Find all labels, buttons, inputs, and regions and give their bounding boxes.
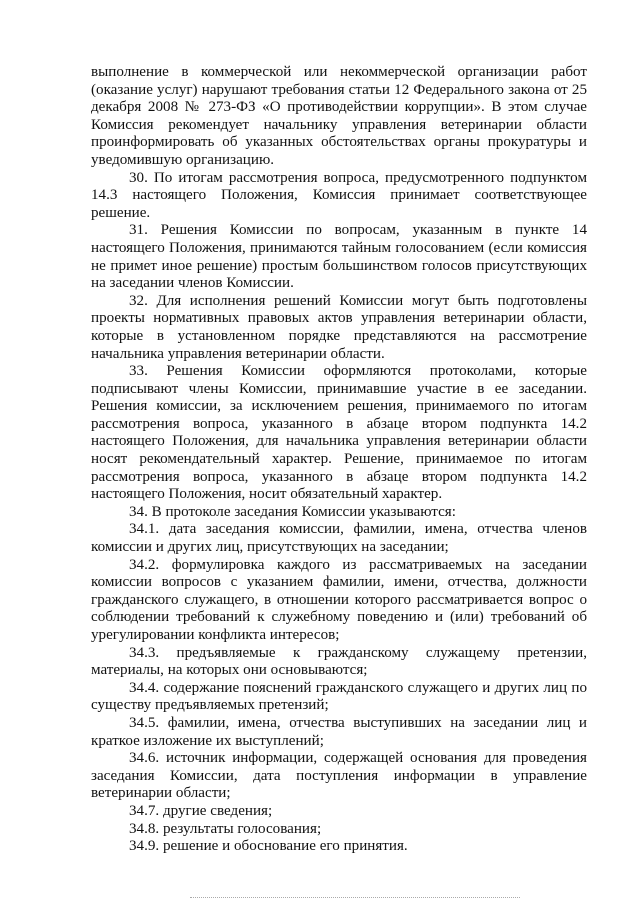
item-34-3: 34.3. предъявляемые к гражданскому служащему претензии, материалы, на которых они основываются; xyxy=(91,644,587,679)
paragraph-31: 31. Решения Комиссии по вопросам, указанным в пункте 14 настоящего Положения, принимаются тайным голосованием (если комиссия не примет иное решение) простым большинством голосов присутствующих на заседании членов Комиссии. xyxy=(91,222,587,292)
document-body xyxy=(91,64,587,856)
item-34-1: 34.1. дата заседания комиссии, фамилии, имена, отчества членов комиссии и других лиц, присутствующих на заседании; xyxy=(91,521,587,556)
item-34-4: 34.4. содержание пояснений гражданского служащего и других лиц по существу предъявляемых претензий; xyxy=(91,679,587,714)
item-34-9: 34.9. решение и обоснование его принятия. xyxy=(129,838,408,855)
scan-footer-line xyxy=(190,897,520,899)
paragraph-30: 30. По итогам рассмотрения вопроса, предусмотренного подпунктом 14.3 настоящего Положения, Комиссия принимает соответствующее решение. xyxy=(91,169,587,221)
paragraph-continuation: выполнение в коммерческой или некоммерческой организации работ (оказание услуг) нарушают требования статьи 12 Федерального закона от 25 декабря 2008 № 273-ФЗ «О противодействии коррупции». В этом случае Комиссия рекомендует начальнику управления ветеринарии области проинформировать об указанных обстоятельствах органы прокуратуры и уведомившую организацию. xyxy=(91,64,587,168)
paragraph-32: 32. Для исполнения решений Комиссии могут быть подготовлены проекты нормативных правовых актов управления ветеринарии области, которые в установленном порядке представляются на рассмотрение начальника управления ветеринарии области. xyxy=(91,292,587,362)
paragraph-33: 33. Решения Комиссии оформляются протоколами, которые подписывают члены Комиссии, принимавшие участие в ее заседании. Решения комиссии, за исключением решения, принимаемого по итогам рассмотрения вопроса, указанного в абзаце втором подпункта 14.2 настоящего Положения, для начальника управления ветеринарии области носят рекомендательный характер. Решение, принимаемое по итогам рассмотрения вопроса, указанного в абзаце втором подпункта 14.2 настоящего Положения, носит обязательный характер. xyxy=(91,363,587,503)
item-34-8: 34.8. результаты голосования; xyxy=(129,820,322,837)
item-34-7: 34.7. другие сведения; xyxy=(129,802,273,819)
item-34-6: 34.6. источник информации, содержащей основания для проведения заседания Комиссии, дата поступления информации в управление ветеринарии области; xyxy=(91,750,587,802)
paragraph-34: 34. В протоколе заседания Комиссии указываются: xyxy=(129,503,456,520)
item-34-5: 34.5. фамилии, имена, отчества выступивших на заседании лиц и краткое изложение их выступлений; xyxy=(91,714,587,749)
item-34-2: 34.2. формулировка каждого из рассматриваемых на заседании комиссии вопросов с указанием фамилии, имени, отчества, должности гражданского служащего, в отношении которого рассматривается вопрос о соблюдении требований к служебному поведению и (или) требований об урегулировании конфликта интересов; xyxy=(91,556,587,643)
